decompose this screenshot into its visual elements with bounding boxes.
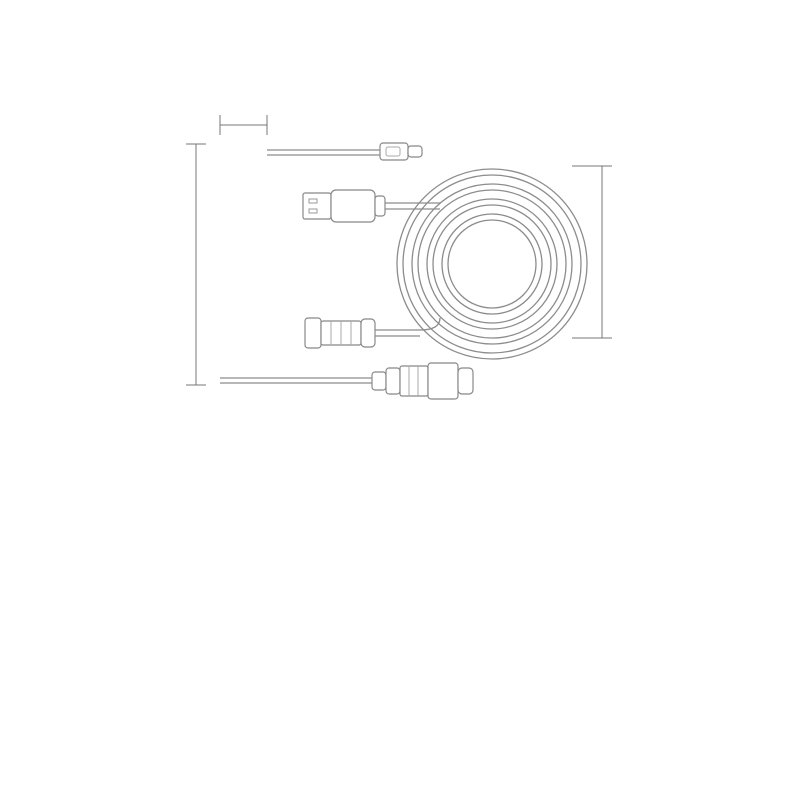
cable-loops <box>397 169 587 359</box>
coil-width-dimension <box>220 115 267 135</box>
aviation-connector-upper <box>305 318 440 348</box>
coil-height-dimension <box>186 144 206 385</box>
typec-connector <box>267 143 422 160</box>
cable-length-dimension <box>572 166 612 338</box>
aviation-connector-lower <box>220 363 473 399</box>
usba-connector <box>303 190 440 222</box>
